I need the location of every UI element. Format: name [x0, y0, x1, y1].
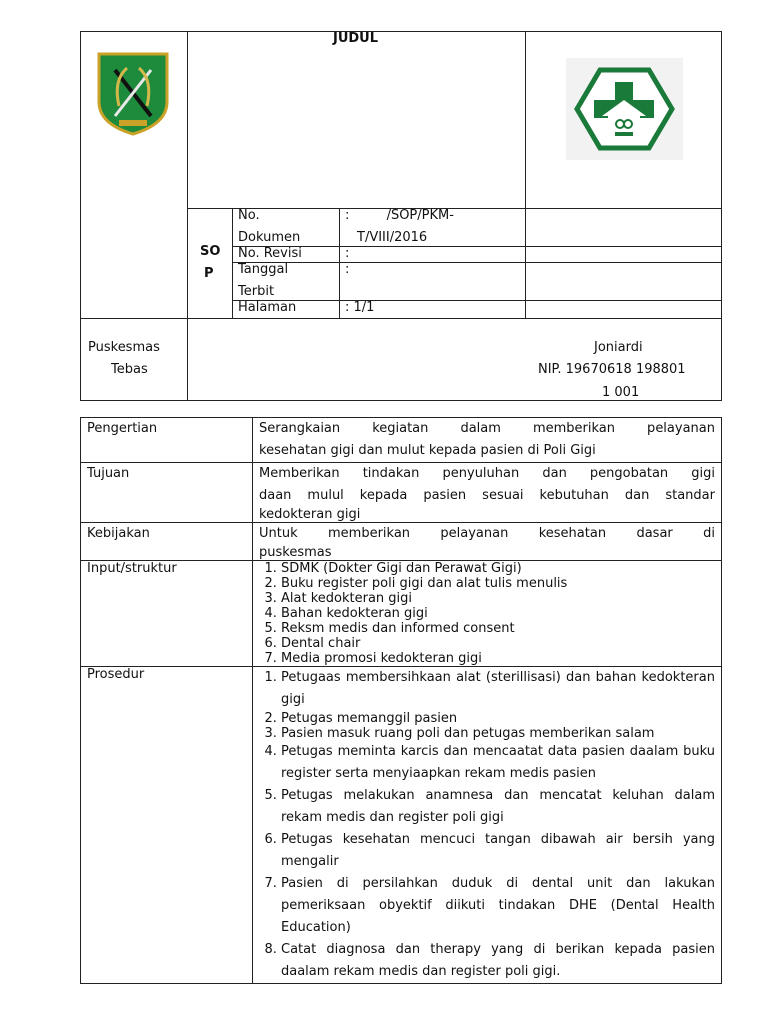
header-divider — [232, 262, 722, 263]
section-label: Input/struktur — [81, 561, 253, 667]
list-item: 1. SDMK (Dokter Gigi dan Perawat Gigi) — [281, 561, 715, 576]
section-label: Tujuan — [81, 463, 253, 523]
content-line: Memberikan tindakan penyuluhan dan pengobatan gigi — [259, 466, 715, 481]
row-label-no-revisi: No. Revisi — [238, 246, 302, 261]
list-item: 6. Petugas kesehatan mencuci tangan dibawah air bersih yang mengalir — [281, 829, 715, 873]
list-item: 7. Media promosi kedokteran gigi — [281, 651, 715, 666]
judul-title: JUDUL — [333, 31, 379, 46]
row-value-no-revisi: : — [345, 246, 350, 261]
row-prosedur — [81, 667, 722, 984]
sop-body-table — [80, 417, 722, 984]
content-line: kesehatan gigi dan mulut kepada pasien di Poli Gigi — [259, 443, 596, 458]
list-item: 4. Petugas meminta karcis dan mencaatat data pasien daalam buku register serta menyiaapkan rekam medis pasien — [281, 741, 715, 785]
row-tujuan — [81, 463, 722, 523]
row-input-struktur — [81, 561, 722, 667]
header-divider — [80, 318, 722, 319]
header-divider — [339, 208, 340, 318]
org-name: Puskesmas — [88, 340, 160, 355]
section-content — [253, 523, 722, 561]
row-kebijakan — [81, 523, 722, 561]
header-divider — [232, 208, 233, 318]
regional-emblem-icon — [93, 50, 173, 136]
section-content — [253, 463, 722, 523]
list-item: 1. Petugaas membersihkaan alat (sterillisasi) dan bahan kedokteran gigi — [281, 667, 715, 711]
list-item: 3. Pasien masuk ruang poli dan petugas memberikan salam — [281, 726, 715, 741]
list-item: 2. Buku register poli gigi dan alat tulis menulis — [281, 576, 715, 591]
row-label-tanggal-terbit: Terbit — [238, 284, 275, 299]
row-label-halaman: Halaman — [238, 300, 297, 315]
list-item: 7. Pasien di persilahkan duduk di dental unit dan lakukan pemeriksaan obyektif diikuti tindakan DHE (Dental Health Education) — [281, 873, 715, 939]
row-value-no-dokumen: T/VIII/2016 — [357, 230, 428, 245]
content-line: kedokteran gigi — [259, 507, 361, 522]
signer-nip: 1 001 — [602, 385, 640, 400]
list-item: 6. Dental chair — [281, 636, 715, 651]
row-label-tanggal-terbit: Tanggal — [238, 262, 289, 277]
section-label: Prosedur — [81, 667, 253, 984]
header-divider — [232, 300, 722, 301]
header-divider — [525, 31, 526, 318]
header-divider — [187, 31, 188, 401]
list-item: 5. Petugas melakukan anamnesa dan mencatat keluhan dalam rekam medis dan register poli gigi — [281, 785, 715, 829]
row-label-no-dokumen: Dokumen — [238, 230, 301, 245]
row-value-halaman: : 1/1 — [345, 300, 375, 315]
section-label: Pengertian — [81, 418, 253, 463]
signer-name: Joniardi — [594, 340, 643, 355]
row-value-no-dokumen: : /SOP/PKM- — [345, 208, 454, 223]
list-item: 5. Reksm medis dan informed consent — [281, 621, 715, 636]
section-content — [253, 418, 722, 463]
row-label-no-dokumen: No. — [238, 208, 260, 223]
row-value-tanggal-terbit: : — [345, 262, 350, 277]
content-line: daan mulul kepada pasien sesuai kebutuhan dan standar — [259, 488, 715, 503]
org-name: Tebas — [111, 362, 148, 377]
content-line: puskesmas — [259, 545, 332, 560]
list-item: 2. Petugas memanggil pasien — [281, 711, 715, 726]
list-item: 3. Alat kedokteran gigi — [281, 591, 715, 606]
puskesmas-logo-icon — [566, 58, 683, 160]
list-item: 4. Bahan kedokteran gigi — [281, 606, 715, 621]
section-label: Kebijakan — [81, 523, 253, 561]
section-content — [253, 667, 722, 984]
signer-nip: NIP. 19670618 198801 — [538, 362, 686, 377]
section-content — [253, 561, 722, 667]
sop-label: SO — [200, 244, 221, 259]
header-divider — [187, 208, 722, 209]
row-pengertian — [81, 418, 722, 463]
list-item: 8. Catat diagnosa dan therapy yang di berikan kepada pasien daalam rekam medis dan register poli gigi. — [281, 939, 715, 983]
sop-label: P — [204, 266, 214, 281]
content-line: Serangkaian kegiatan dalam memberikan pelayanan — [259, 421, 715, 436]
content-line: Untuk memberikan pelayanan kesehatan dasar di — [259, 526, 715, 541]
header-divider — [232, 246, 722, 247]
